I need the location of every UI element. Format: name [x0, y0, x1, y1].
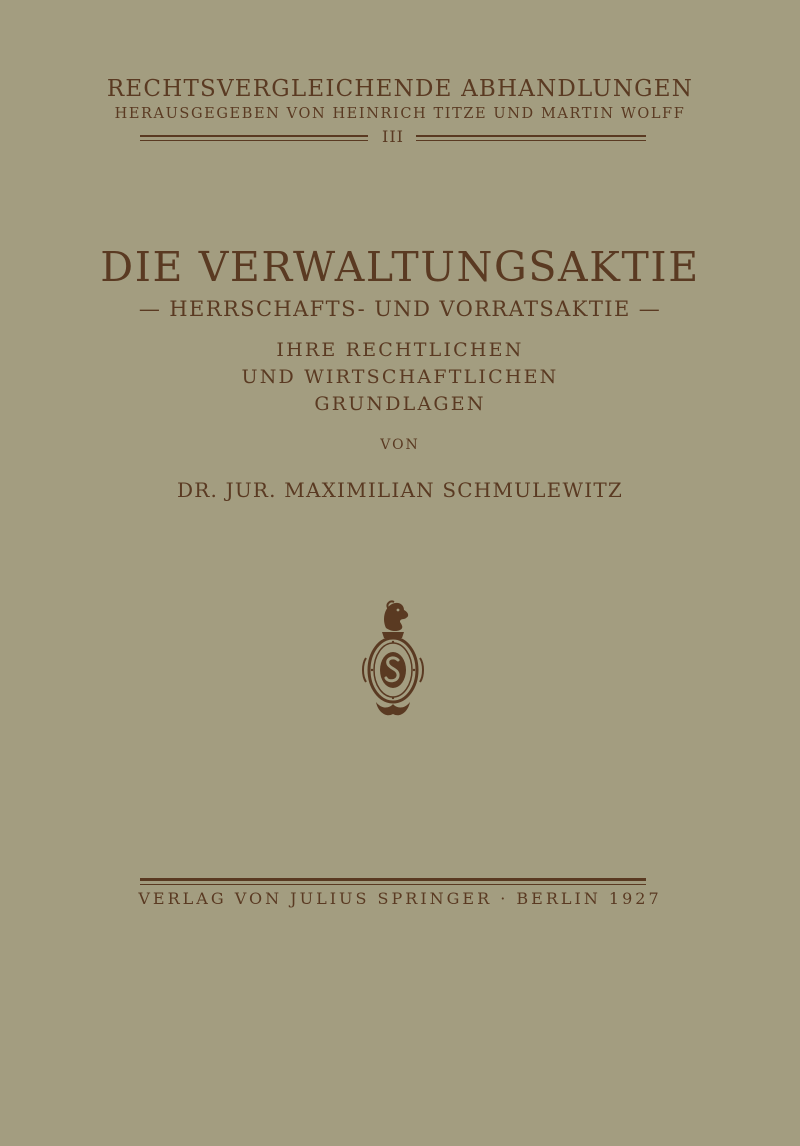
series-title: RECHTSVERGLEICHENDE ABHANDLUNGEN: [106, 76, 694, 102]
author-name: DR. JUR. MAXIMILIAN SCHMULEWITZ: [177, 478, 623, 502]
subtitle-line: GRUNDLAGEN: [314, 393, 486, 415]
series-number: III: [382, 127, 404, 146]
series-editors: HERAUSGEGEBEN VON HEINRICH TITZE UND MARTIN WOLFF: [114, 106, 686, 122]
bottom-rule: [140, 878, 646, 885]
publisher-imprint: VERLAG VON JULIUS SPRINGER · BERLIN 1927: [138, 889, 662, 908]
book-title: DIE VERWALTUNGSAKTIE: [100, 243, 700, 291]
springer-knight-emblem-icon: [360, 598, 426, 720]
book-subtitle: — HERRSCHAFTS- UND VORRATSAKTIE —: [138, 297, 662, 321]
subtitle-line: UND WIRTSCHAFTLICHEN: [241, 366, 559, 388]
by-label: VON: [380, 437, 420, 453]
series-rule: [140, 129, 646, 145]
rule-right: [416, 135, 646, 141]
subtitle-line: IHRE RECHTLICHEN: [276, 339, 524, 361]
